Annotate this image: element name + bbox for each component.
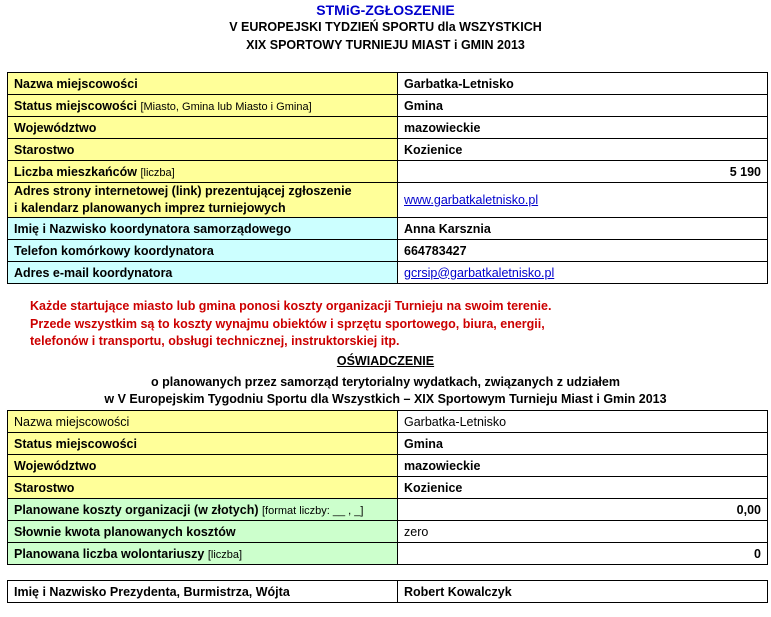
voivodeship-value[interactable]: mazowieckie xyxy=(398,455,768,477)
signature-table xyxy=(7,580,768,603)
label-text: Planowana liczba wolontariuszy xyxy=(14,546,205,561)
coordinator-name-label xyxy=(8,218,398,240)
table-row xyxy=(8,117,768,139)
table-row xyxy=(8,139,768,161)
table-row xyxy=(8,73,768,95)
coordinator-name-value[interactable]: Anna Karsznia xyxy=(398,218,768,240)
label-text: Planowane koszty organizacji (w złotych) xyxy=(14,502,259,517)
table-row xyxy=(8,161,768,183)
coordinator-phone-value[interactable]: 664783427 xyxy=(398,240,768,262)
tournament-name-line: XIX SPORTOWY TURNIEJU MIAST i GMIN 2013 xyxy=(246,38,525,52)
notice-line: telefonów i transportu, obsługi technicznej, instruktorskiej itp. xyxy=(30,334,400,348)
label-text: Adres strony internetowej (link) prezentującej zgłoszenie xyxy=(14,184,352,198)
county-value[interactable]: Kozienice xyxy=(398,139,768,161)
hint-text: [Miasto, Gmina lub Miasto i Gmina] xyxy=(140,100,312,113)
label-text: Liczba mieszkańców xyxy=(14,164,137,179)
town-status-label xyxy=(8,95,398,117)
volunteers-label xyxy=(8,543,398,565)
form-title: STMiG-ZGŁOSZENIE xyxy=(316,2,455,18)
town-status-label xyxy=(8,433,398,455)
coordinator-email-link[interactable]: gcrsip@garbatkaletnisko.pl xyxy=(398,262,768,284)
table-row xyxy=(8,240,768,262)
town-name-value[interactable]: Garbatka-Letnisko xyxy=(398,73,768,95)
county-value[interactable]: Kozienice xyxy=(398,477,768,499)
population-value[interactable]: 5 190 xyxy=(398,161,768,183)
website-label xyxy=(8,183,398,218)
label-text: i kalendarz planowanych imprez turniejowych xyxy=(14,201,286,215)
cost-notice xyxy=(30,298,551,351)
mayor-name-label xyxy=(8,581,398,603)
mayor-name-value[interactable]: Robert Kowalczyk xyxy=(398,581,768,603)
table-row xyxy=(8,411,768,433)
declaration-subtitle-line: o planowanych przez samorząd terytorialny wydatkach, związanych z udziałem xyxy=(151,375,620,389)
label-text: Status miejscowości xyxy=(14,436,137,451)
coordinator-phone-label xyxy=(8,240,398,262)
town-name-label xyxy=(8,73,398,95)
table-row xyxy=(8,433,768,455)
registration-table xyxy=(7,72,768,284)
planned-costs-label xyxy=(8,499,398,521)
town-name-label xyxy=(8,411,398,433)
website-link[interactable]: www.garbatkaletnisko.pl xyxy=(398,183,768,218)
declaration-table xyxy=(7,410,768,565)
event-name-line: V EUROPEJSKI TYDZIEŃ SPORTU dla WSZYSTKICH xyxy=(229,20,542,34)
hint-text: [format liczby: __ , _] xyxy=(261,504,364,517)
table-row xyxy=(8,499,768,521)
population-label xyxy=(8,161,398,183)
label-text: Imię i Nazwisko koordynatora samorządowego xyxy=(14,221,292,236)
label-text: Nazwa miejscowości xyxy=(14,414,130,429)
table-row xyxy=(8,477,768,499)
table-row xyxy=(8,183,768,218)
hint-text: [liczba] xyxy=(140,166,175,179)
voivodeship-label xyxy=(8,117,398,139)
notice-line: Każde startujące miasto lub gmina ponosi koszty organizacji Turnieju na swoim terenie. xyxy=(30,299,552,313)
table-row xyxy=(8,581,768,603)
label-text: Telefon komórkowy koordynatora xyxy=(14,243,214,258)
table-row xyxy=(8,218,768,240)
county-label xyxy=(8,139,398,161)
coordinator-email-label xyxy=(8,262,398,284)
town-name-value[interactable]: Garbatka-Letnisko xyxy=(398,411,768,433)
volunteers-value[interactable]: 0 xyxy=(398,543,768,565)
label-text: Województwo xyxy=(14,458,97,473)
label-text: Imię i Nazwisko Prezydenta, Burmistrza, Wójta xyxy=(14,584,290,599)
table-row xyxy=(8,455,768,477)
town-status-value[interactable]: Gmina xyxy=(398,95,768,117)
label-text: Status miejscowości xyxy=(14,98,137,113)
table-row xyxy=(8,521,768,543)
costs-in-words-value[interactable]: zero xyxy=(398,521,768,543)
declaration-title: OŚWIADCZENIE xyxy=(336,354,435,368)
hint-text: [liczba] xyxy=(207,548,243,561)
costs-in-words-label xyxy=(8,521,398,543)
voivodeship-value[interactable]: mazowieckie xyxy=(398,117,768,139)
label-text: Starostwo xyxy=(14,480,75,495)
county-label xyxy=(8,477,398,499)
town-status-value[interactable]: Gmina xyxy=(398,433,768,455)
voivodeship-label xyxy=(8,455,398,477)
notice-line: Przede wszystkim są to koszty wynajmu obiektów i sprzętu sportowego, biura, energii, xyxy=(30,316,545,331)
label-text: Starostwo xyxy=(14,142,75,157)
table-row xyxy=(8,262,768,284)
label-text: Słownie kwota planowanych kosztów xyxy=(14,524,236,539)
label-text: Województwo xyxy=(14,120,97,135)
table-row xyxy=(8,543,768,565)
label-text: Nazwa miejscowości xyxy=(14,76,138,91)
table-row xyxy=(8,95,768,117)
planned-costs-value[interactable]: 0,00 xyxy=(398,499,768,521)
label-text: Adres e-mail koordynatora xyxy=(14,265,173,280)
declaration-subtitle-line: w V Europejskim Tygodniu Sportu dla Wszystkich – XIX Sportowym Turnieju Miast i Gmin 2013 xyxy=(104,392,667,406)
